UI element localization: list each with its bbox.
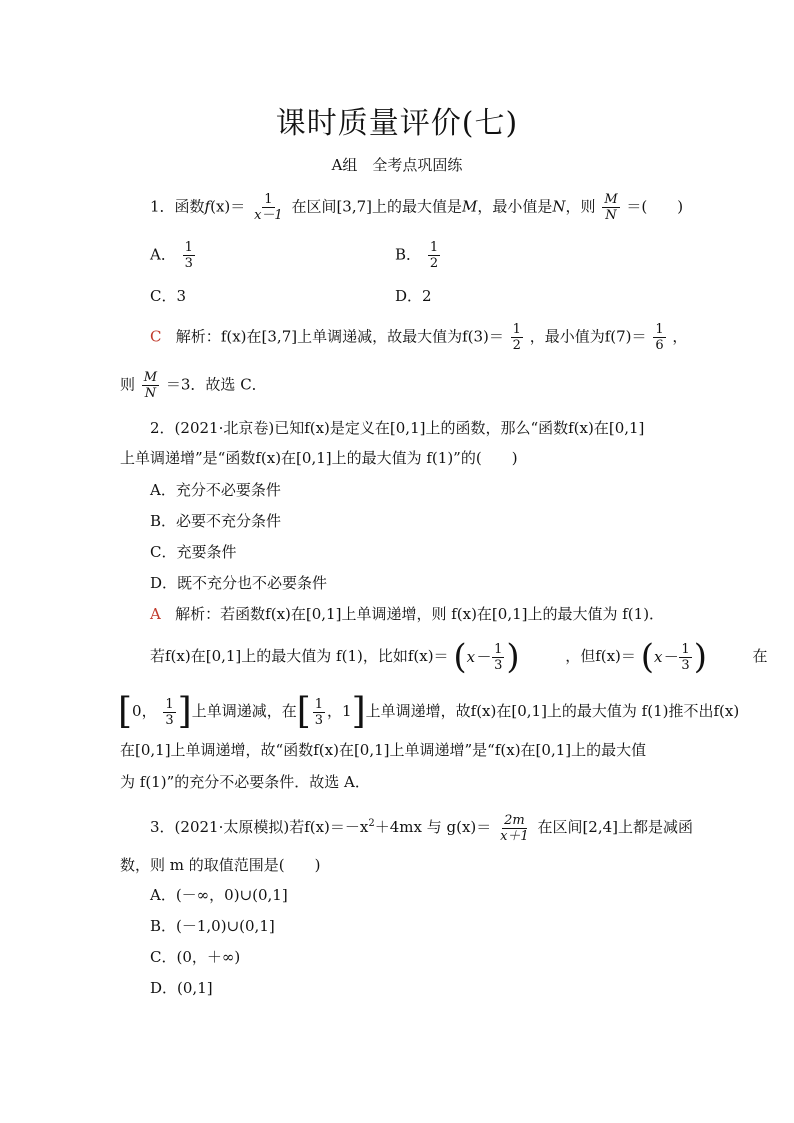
q3-stem-line1: 3．(2021·太原模拟)若$f(x)=-x^2+4mx$ 与 g(x)＝ $\frac{2m}{x+1}$ 在区间[2,4]上都是减函 (150, 812, 694, 844)
q2-solution-line5: 为 f(1)”的充分不必要条件．故选 A． (120, 773, 370, 791)
q3-fraction: $\frac{2m}{x+1}$ (500, 812, 529, 844)
q2-option-d: D．既不充分也不必要条件 (150, 574, 328, 592)
q2-answer: A (150, 605, 161, 623)
q3-option-a: A．(－∞，0)∪(0,1] (150, 886, 288, 904)
q3-option-b: B．(－1,0)∪(0,1] (150, 917, 275, 935)
q1-solution-cont: 则 $\frac{M}{N}$ ＝3．故选 C． (120, 370, 267, 401)
q3-option-c: C．(0，＋∞) (150, 948, 241, 966)
q2-solution-line3: [0， $\frac{1}{3}$ ]上单调递减，在[ $\frac{1}{3}$ ，1]上单调递增，故f(x)在[0,1]上的最大值为 f(1)推不出f(x) (118, 691, 740, 732)
q1-option-a: A． $\frac{1}{3}$ (150, 240, 193, 271)
q2-option-b: B．必要不充分条件 (150, 512, 282, 530)
page-title: 课时质量评价(七) (275, 106, 519, 141)
q2-stem-line2: 上单调递增”是“函数f(x)在[0,1]上的最大值为 f(1)”的( ) (120, 449, 518, 467)
q1-answer: C (150, 327, 162, 346)
q2-solution-line1: A 解析：若函数f(x)在[0,1]上单调递增，则 f(x)在[0,1]上的最大值为 f(1)． (150, 605, 665, 623)
q1-mn-fraction: $\frac{M}{N}$ (604, 192, 618, 223)
q1-option-d: D．2 (395, 287, 432, 305)
section-subtitle: A组 全考点巩固练 (331, 156, 463, 174)
q1-stem: 1．函数f(x)＝ $\frac{1}{x-1}$ 在区间[3,7]上的最大值是M，最小值是N，则 $\frac{M}{N}$ ＝( ) (150, 192, 684, 223)
q2-option-c: C．充要条件 (150, 543, 237, 561)
q1-option-b: B． $\frac{1}{2}$ (395, 240, 439, 271)
q3-stem-line2: 数，则 m 的取值范围是( ) (120, 856, 321, 874)
q1-fraction: $\frac{1}{x-1}$ (254, 192, 283, 223)
q1-solution: C 解析：f(x)在[3,7]上单调递减，故最大值为f(3)＝ $\frac{1}{2}$ ，最小值为f(7)＝ $\frac{1}{6}$ ， (150, 322, 688, 353)
q2-stem-line1: 2．(2021·北京卷)已知f(x)是定义在[0,1]上的函数，那么“函数f(x)在[0,1] (150, 419, 645, 437)
q2-option-a: A．充分不必要条件 (150, 481, 281, 499)
q1-option-c: C．3 (150, 287, 187, 305)
q2-solution-line4: 在[0,1]上单调递增，故“函数f(x)在[0,1]上单调递增”是“f(x)在[0,1]上的最大值 (120, 741, 647, 759)
q3-option-d: D．(0,1] (150, 979, 213, 997)
q2-solution-line2: 若f(x)在[0,1]上的最大值为 f(1)，比如f(x)＝ ( x－ $\frac{1}{3}$ ) ，但f(x)＝ ( x－ $\frac{1}{3}$ ) 在 (150, 637, 768, 677)
